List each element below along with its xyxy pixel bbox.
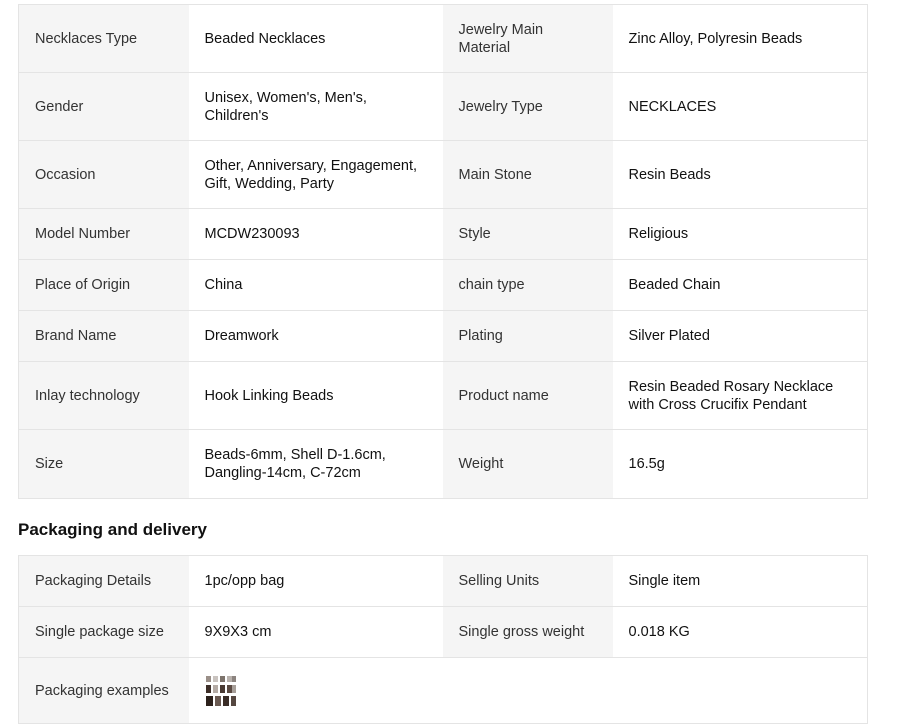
attribute-key: Main Stone	[443, 141, 613, 209]
attribute-value: Other, Anniversary, Engagement, Gift, Wedding, Party	[189, 141, 443, 209]
attribute-value: 1pc/opp bag	[189, 556, 443, 607]
table-row	[19, 607, 868, 658]
attribute-value: Resin Beads	[613, 141, 868, 209]
attribute-key: Weight	[443, 430, 613, 499]
attribute-key: Product name	[443, 362, 613, 430]
attribute-key: Inlay technology	[19, 362, 189, 430]
attribute-value: China	[189, 260, 443, 311]
attribute-key: Single gross weight	[443, 607, 613, 658]
attribute-key: Place of Origin	[19, 260, 189, 311]
attribute-key: Packaging examples	[19, 658, 189, 724]
attribute-key: Occasion	[19, 141, 189, 209]
table-row	[19, 5, 868, 73]
table-row	[19, 658, 868, 724]
attribute-value: Religious	[613, 209, 868, 260]
attribute-value: 9X9X3 cm	[189, 607, 443, 658]
attribute-key: Model Number	[19, 209, 189, 260]
attribute-value: Beaded Chain	[613, 260, 868, 311]
packaging-table	[18, 555, 868, 724]
attribute-value: Resin Beaded Rosary Necklace with Cross Crucifix Pendant	[613, 362, 868, 430]
attribute-key: Style	[443, 209, 613, 260]
table-row	[19, 141, 868, 209]
attribute-value: Beaded Necklaces	[189, 5, 443, 73]
attribute-key: chain type	[443, 260, 613, 311]
attribute-key: Jewelry Type	[443, 73, 613, 141]
attribute-value: MCDW230093	[189, 209, 443, 260]
attribute-key: Single package size	[19, 607, 189, 658]
attribute-value: Hook Linking Beads	[189, 362, 443, 430]
table-row	[19, 556, 868, 607]
packaging-thumbnail-icon[interactable]	[205, 675, 237, 707]
attribute-value: Dreamwork	[189, 311, 443, 362]
table-row	[19, 260, 868, 311]
table-row	[19, 362, 868, 430]
attribute-value: Unisex, Women's, Men's, Children's	[189, 73, 443, 141]
attribute-key: Necklaces Type	[19, 5, 189, 73]
packaging-examples-cell	[189, 658, 868, 724]
attribute-value: Beads-6mm, Shell D-1.6cm, Dangling-14cm, C-72cm	[189, 430, 443, 499]
table-row	[19, 73, 868, 141]
attribute-key: Jewelry Main Material	[443, 5, 613, 73]
attribute-value: Silver Plated	[613, 311, 868, 362]
attribute-value: Single item	[613, 556, 868, 607]
attribute-key: Selling Units	[443, 556, 613, 607]
attribute-value: 16.5g	[613, 430, 868, 499]
attribute-value: NECKLACES	[613, 73, 868, 141]
table-row	[19, 311, 868, 362]
table-row	[19, 430, 868, 499]
section-title: Packaging and delivery	[18, 520, 207, 539]
attribute-key: Gender	[19, 73, 189, 141]
attribute-key: Packaging Details	[19, 556, 189, 607]
attribute-value: Zinc Alloy, Polyresin Beads	[613, 5, 868, 73]
product-attributes-table	[18, 4, 868, 499]
attribute-value: 0.018 KG	[613, 607, 868, 658]
table-row	[19, 209, 868, 260]
attribute-key: Plating	[443, 311, 613, 362]
attribute-key: Brand Name	[19, 311, 189, 362]
attribute-key: Size	[19, 430, 189, 499]
